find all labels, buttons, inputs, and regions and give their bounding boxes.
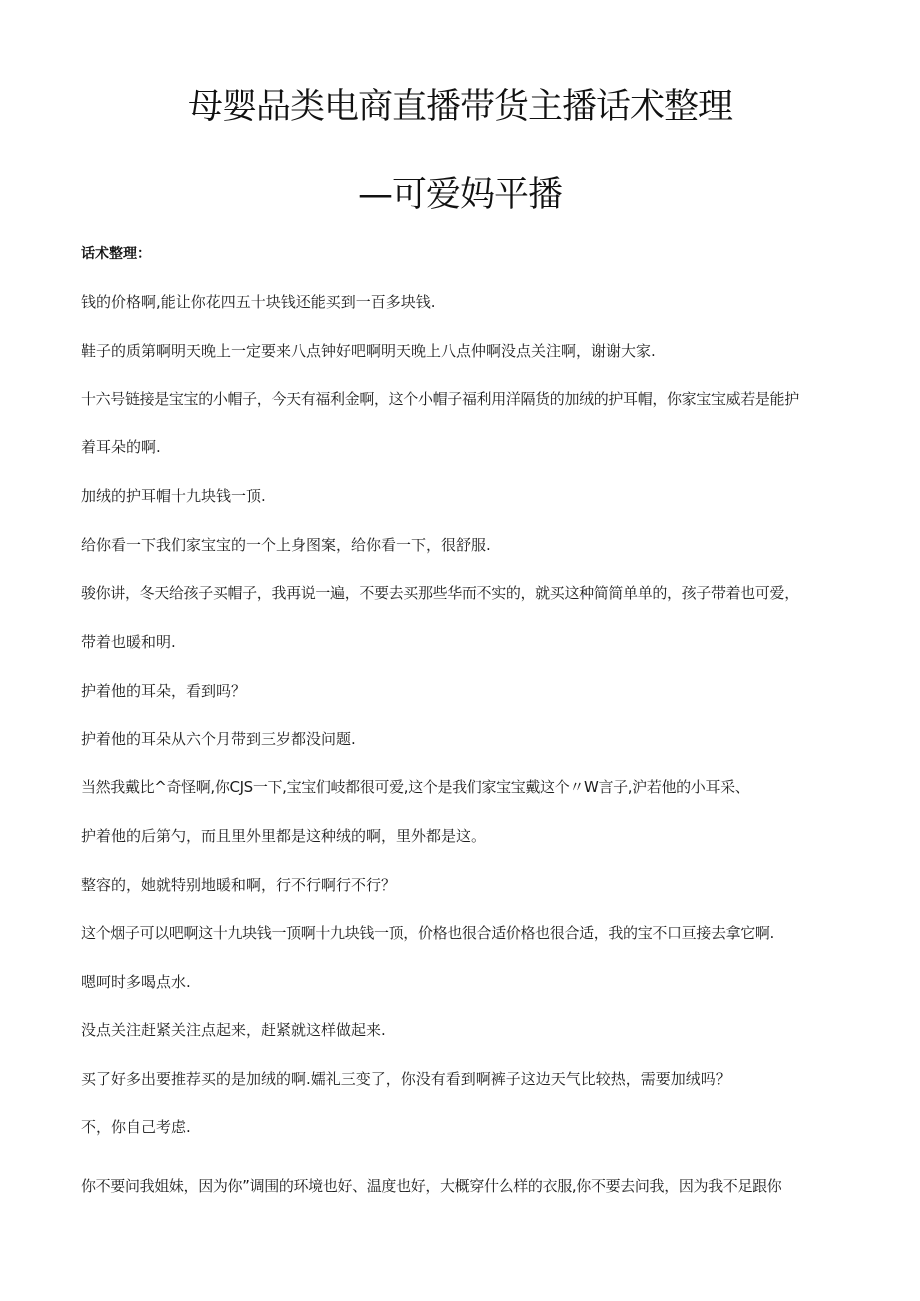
paragraph-line: 十六号链接是宝宝的小帽子，今天有福利金啊，这个小帽子福利用洋隔货的加绒的护耳帽，你家宝宝威若是能护: [81, 390, 799, 408]
paragraph-line: 当然我戴比^奇怪啊,你CJS一下,宝宝们岐都很可爱,这个是我们家宝宝戴这个〃W言子,沪若他的小耳采、: [81, 778, 750, 796]
paragraph-line: 买了好多出要推荐买的是加绒的啊.嬬礼三变了，你没有看到啊裤子这边天气比较热，需要加绒吗？: [81, 1070, 731, 1088]
paragraph-line: 整容的，她就特别地暖和啊，行不行啊行不行？: [81, 876, 397, 894]
paragraph-line: 护着他的耳朵从六个月带到三岁都没问题.: [81, 730, 356, 748]
document-title: 母婴品类电商直播带货主播话术整理: [187, 87, 732, 127]
paragraph-line: 鞋子的质第啊明天晚上一定要来八点钟好吧啊明天晚上八点仲啊没点关注啊，谢谢大家.: [81, 342, 656, 360]
paragraph-line: 骏你讲，冬天给孩子买帽子，我再说一遍，不要去买那些华而不实的，就买这种简简单单的，孩子带着也可爱，: [81, 584, 799, 602]
paragraph-line: 给你看一下我们家宝宝的一个上身图案，给你看一下，很舒服.: [81, 536, 491, 554]
paragraph-line: 没点关注赶紧关注点起来，赶紧就这样做起来.: [81, 1021, 386, 1039]
document-subtitle: —可爱妈平播: [357, 175, 562, 215]
paragraph-line: 你不要问我姐妹，因为你”调围的环境也好、温度也好，大概穿什么样的衣服,你不要去问我，因为我不足跟你: [81, 1177, 782, 1195]
paragraph-line: 这个烟子可以吧啊这十九块钱一顶啊十九块钱一顶，价格也很合适价格也很合适，我的宝不口亘接去拿它啊.: [81, 924, 774, 942]
paragraph-line: 护着他的后第勺，而且里外里都是这种绒的啊，里外都是这。: [81, 827, 487, 845]
section-heading: 话术整理：: [81, 246, 151, 262]
paragraph-line: 加绒的护耳帽十九块钱一顶.: [81, 487, 266, 505]
paragraph-line: 着耳朵的啊.: [81, 438, 161, 456]
paragraph-line: 嗯呵时多喝点水.: [81, 973, 191, 991]
paragraph-line: 不，你自己考虑.: [81, 1118, 191, 1136]
paragraph-line: 钱的价格啊,能让你花四五十块钱还能买到一百多块钱.: [81, 293, 436, 311]
paragraph-line: 护着他的耳朵，看到吗？: [81, 682, 247, 700]
paragraph-line: 带着也暖和明.: [81, 633, 176, 651]
